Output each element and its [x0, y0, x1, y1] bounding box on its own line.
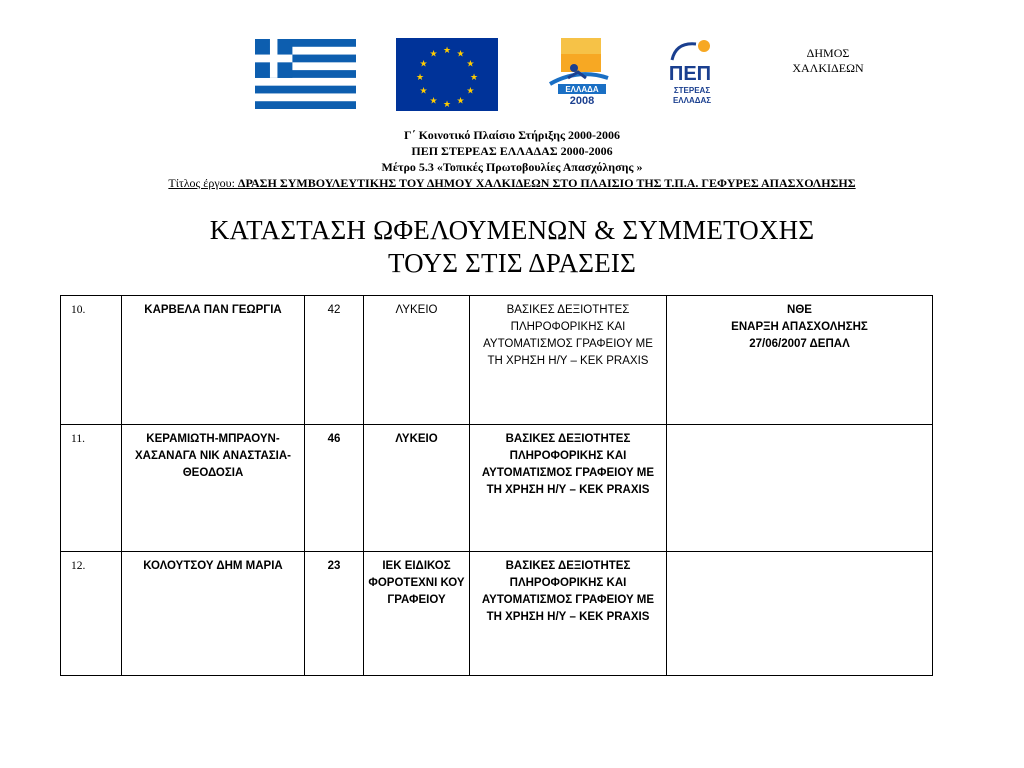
measure-line: Μέτρο 5.3 «Τοπικές Πρωτοβουλίες Απασχόλησης » — [381, 160, 643, 174]
framework-line: Γ΄ Κοινοτικό Πλαίσιο Στήριξης 2000-2006 — [404, 128, 620, 142]
status-line-3: 27/06/2007 ΔΕΠΑΛ — [749, 338, 850, 350]
beneficiary-status — [667, 552, 933, 676]
eu-flag-icon — [396, 38, 498, 111]
project-title-label: Τίτλος έργου: — [168, 176, 238, 190]
beneficiary-age: 23 — [305, 552, 364, 676]
beneficiary-course: ΒΑΣΙΚΕΣ ΔΕΞΙΟΤΗΤΕΣ ΠΛΗΡΟΦΟΡΙΚΗΣ ΚΑΙ ΑΥΤΟΜΑΤΙΣΜΟΣ ΓΡΑΦΕΙΟΥ ΜΕ ΤΗ ΧΡΗΣΗ Η/Υ – ΚΕΚ PRAXIS — [470, 425, 667, 552]
beneficiary-education: ΙΕΚ ΕΙΔΙΚΟΣ ΦΟΡΟΤΕΧΝΙ ΚΟΥ ΓΡΑΦΕΙΟΥ — [364, 552, 470, 676]
pep-logo-ellados: ΕΛΛΑΔΑΣ — [672, 96, 712, 105]
pep-sterea-logo — [666, 38, 718, 108]
page-title — [0, 214, 1024, 280]
svg-text:★: ★ — [419, 59, 428, 70]
municipality-line-2: ΧΑΛΚΙΔΕΩΝ — [792, 61, 864, 75]
beneficiary-name: ΚΑΡΒΕΛΑ ΠΑΝ ΓΕΩΡΓΙΑ — [122, 296, 305, 425]
svg-text:★: ★ — [466, 59, 475, 70]
beneficiary-status — [667, 296, 933, 425]
project-title-value: ΔΡΑΣΗ ΣΥΜΒΟΥΛΕΥΤΙΚΗΣ ΤΟΥ ΔΗΜΟΥ ΧΑΛΚΙΔΕΩΝ ΣΤΟ ΠΛΑΙΣΙΟ ΤΗΣ Τ.Π.Α. ΓΕΦΥΡΕΣ ΑΠΑΣΧΟΛΗΣΗΣ — [237, 176, 856, 190]
pep-logo-icon — [666, 38, 718, 108]
pep-line: ΠΕΠ ΣΤΕΡΕΑΣ ΕΛΛΑΔΑΣ 2000-2006 — [411, 144, 613, 158]
project-title — [0, 175, 1024, 191]
row-number: 10. — [61, 296, 122, 425]
svg-text:★: ★ — [429, 49, 438, 60]
ellada-logo-year: 2008 — [569, 95, 595, 107]
ellada-2008-logo — [528, 38, 630, 112]
status-line-2: ΕΝΑΡΞΗ ΑΠΑΣΧΟΛΗΣΗΣ — [731, 321, 868, 333]
beneficiary-name: ΚΕΡΑΜΙΩΤΗ-ΜΠΡΑΟΥΝ-ΧΑΣΑΝΑΓΑ ΝΙΚ ΑΝΑΣΤΑΣΙΑ-ΘΕΟΔΟΣΙΑ — [122, 425, 305, 552]
page-title-line-2: ΤΟΥΣ ΣΤΙΣ ΔΡΑΣΕΙΣ — [387, 248, 637, 278]
beneficiary-age: 42 — [305, 296, 364, 425]
beneficiary-status — [667, 425, 933, 552]
beneficiary-course: ΒΑΣΙΚΕΣ ΔΕΞΙΟΤΗΤΕΣ ΠΛΗΡΟΦΟΡΙΚΗΣ ΚΑΙ ΑΥΤΟΜΑΤΙΣΜΟΣ ΓΡΑΦΕΙΟΥ ΜΕ ΤΗ ΧΡΗΣΗ Η/Υ – ΚΕΚ PRAXIS — [470, 552, 667, 676]
pep-logo-text: ΠΕΠ — [668, 63, 712, 85]
svg-text:★: ★ — [466, 86, 475, 97]
table-row — [61, 296, 933, 425]
svg-text:★: ★ — [442, 46, 452, 56]
beneficiary-age: 46 — [305, 425, 364, 552]
svg-text:★: ★ — [456, 49, 465, 60]
svg-text:★: ★ — [469, 73, 479, 83]
beneficiary-education: ΛΥΚΕΙΟ — [364, 296, 470, 425]
page-title-line-1: ΚΑΤΑΣΤΑΣΗ ΩΦΕΛΟΥΜΕΝΩΝ & ΣΥΜΜΕΤΟΧΗΣ — [209, 215, 815, 245]
ellada-sun-icon — [528, 38, 630, 112]
beneficiary-name: ΚΟΛΟΥΤΣΟΥ ΔΗΜ ΜΑΡΙΑ — [122, 552, 305, 676]
svg-text:★: ★ — [419, 86, 428, 97]
ellada-logo-text: ΕΛΛΑΔΑ — [565, 85, 599, 94]
table-row — [61, 425, 933, 552]
pep-logo-sterea: ΣΤΕΡΕΑΣ — [673, 86, 711, 95]
greek-flag-icon — [255, 39, 356, 109]
svg-text:★: ★ — [442, 100, 452, 110]
svg-text:★: ★ — [456, 96, 465, 107]
municipality-line-1: ΔΗΜΟΣ — [806, 46, 850, 60]
beneficiary-course: ΒΑΣΙΚΕΣ ΔΕΞΙΟΤΗΤΕΣ ΠΛΗΡΟΦΟΡΙΚΗΣ ΚΑΙ ΑΥΤΟΜΑΤΙΣΜΟΣ ΓΡΑΦΕΙΟΥ ΜΕ ΤΗ ΧΡΗΣΗ Η/Υ – ΚΕΚ PRAXIS — [470, 296, 667, 425]
table-row — [61, 552, 933, 676]
beneficiaries-table — [60, 295, 933, 676]
beneficiary-education: ΛΥΚΕΙΟ — [364, 425, 470, 552]
row-number: 11. — [61, 425, 122, 552]
svg-text:★: ★ — [429, 96, 438, 107]
status-line-1: ΝΘΕ — [787, 304, 812, 316]
svg-text:★: ★ — [415, 73, 425, 83]
municipality-label — [768, 46, 888, 76]
row-number: 12. — [61, 552, 122, 676]
program-info — [0, 127, 1024, 191]
